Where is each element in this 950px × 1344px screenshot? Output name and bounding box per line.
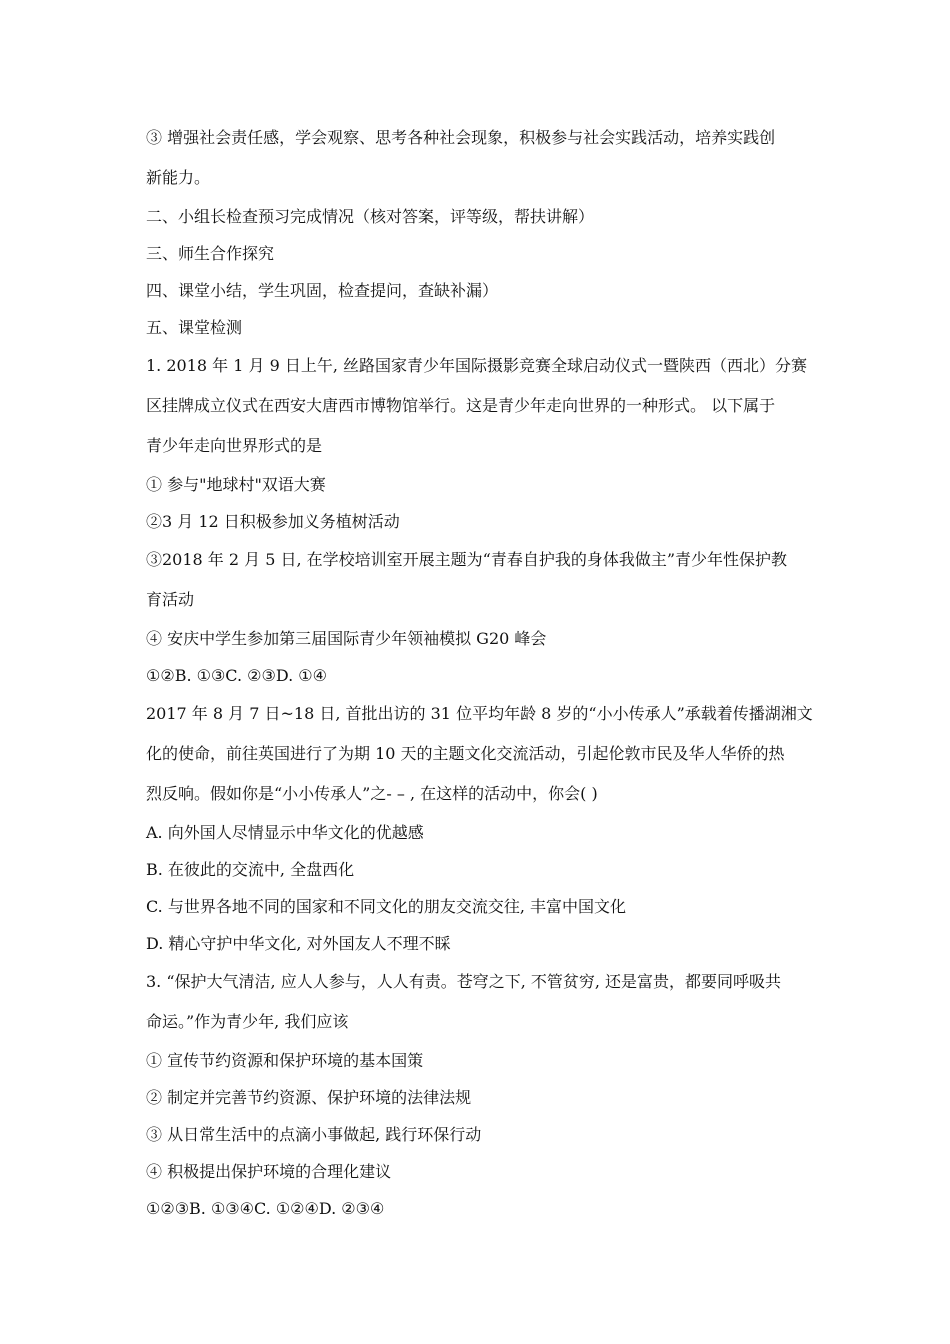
question-text: 1. 2018 年 1 月 9 日上午, 丝路国家青少年国际摄影竞赛全球启动仪式一暨陕西（西北）分赛 xyxy=(146,356,808,375)
option-item: ② 制定并完善节约资源、保护环境的法律法规 xyxy=(146,1088,472,1107)
option-item: ②3 月 12 日积极参加义务植树活动 xyxy=(146,512,400,531)
option-item: B. 在彼此的交流中, 全盘西化 xyxy=(146,860,355,879)
option-item: ① 参与"地球村"双语大赛 xyxy=(146,475,326,494)
text-line: 新能力。 xyxy=(146,168,211,187)
document-body xyxy=(146,118,816,1227)
option-item: ③2018 年 2 月 5 日, 在学校培训室开展主题为“青春自护我的身体我做主”青少年性保护教 xyxy=(146,550,788,569)
question-text: 2017 年 8 月 7 日~18 日, 首批出访的 31 位平均年龄 8 岁的“小小传承人”承载着传播湖湘文 xyxy=(146,704,813,723)
question-text: 3. “保护大气清洁, 应人人参与，人人有责。苍穹之下, 不管贫穷, 还是富贵，都要同呼吸共 xyxy=(146,972,782,991)
option-item: ① 宣传节约资源和保护环境的基本国策 xyxy=(146,1051,424,1070)
option-item: A. 向外国人尽情显示中华文化的优越感 xyxy=(146,823,424,842)
answer-choices: ①②B. ①③C. ②③D. ①④ xyxy=(146,666,327,685)
option-item: ④ 积极提出保护环境的合理化建议 xyxy=(146,1162,392,1181)
option-item: 育活动 xyxy=(146,590,195,609)
question-text: 化的使命，前往英国进行了为期 10 天的主题文化交流活动，引起伦敦市民及华人华侨的热 xyxy=(146,744,785,763)
question-text: 区挂牌成立仪式在西安大唐西市博物馆举行。这是青少年走向世界的一种形式。 以下属于 xyxy=(146,396,776,415)
text-line: ③ 增强社会责任感，学会观察、思考各种社会现象，积极参与社会实践活动，培养实践创 xyxy=(146,128,776,147)
option-item: ④ 安庆中学生参加第三届国际青少年领袖模拟 G20 峰会 xyxy=(146,629,547,648)
question-text: 青少年走向世界形式的是 xyxy=(146,436,323,455)
section-heading: 三、师生合作探究 xyxy=(146,244,275,263)
section-heading: 五、课堂检测 xyxy=(146,318,243,337)
question-text: 命运。”作为青少年, 我们应该 xyxy=(146,1012,349,1031)
answer-choices: ①②③B. ①③④C. ①②④D. ②③④ xyxy=(146,1199,385,1218)
option-item: ③ 从日常生活中的点滴小事做起, 践行环保行动 xyxy=(146,1125,482,1144)
option-item: C. 与世界各地不同的国家和不同文化的朋友交流交往, 丰富中国文化 xyxy=(146,897,627,916)
section-heading: 二、小组长检查预习完成情况（核对答案，评等级，帮扶讲解） xyxy=(146,207,595,226)
section-heading: 四、课堂小结，学生巩固，检查提问，查缺补漏） xyxy=(146,281,499,300)
option-item: D. 精心守护中华文化, 对外国友人不理不睬 xyxy=(146,934,451,953)
question-text: 烈反响。假如你是“小小传承人”之- – , 在这样的活动中，你会( ) xyxy=(146,784,598,803)
